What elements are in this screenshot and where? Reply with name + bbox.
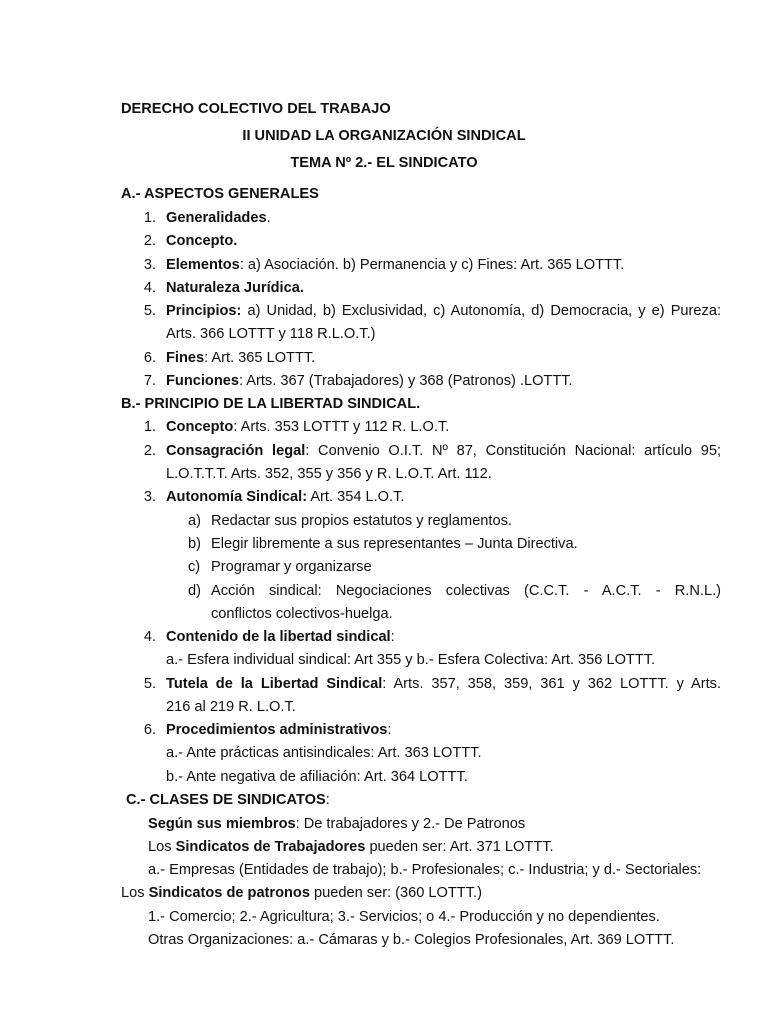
list-item-text: Principios: a) Unidad, b) Exclusividad, c) Autonomía, d) Democracia, y e) Pureza:	[166, 303, 721, 319]
classification-line: 1.- Comercio; 2.- Agricultura; 3.- Servicios; o 4.- Producción y no dependientes.	[148, 909, 660, 925]
sub-list-item-text: Acción sindical: Negociaciones colectivas (C.C.T. - A.C.T. - R.N.L.)	[211, 583, 721, 599]
list-item-continuation: L.O.T.T.T. Arts. 352, 355 y 356 y R. L.O.T. Art. 112.	[166, 466, 492, 482]
list-item-continuation: Arts. 366 LOTTT y 118 R.L.O.T.)	[166, 326, 376, 342]
document-page: DERECHO COLECTIVO DEL TRABAJO II UNIDAD LA ORGANIZACIÓN SINDICAL TEMA Nº 2.- EL SINDICATO A.- ASPECTOS GENERALES 1. Generalidades. 2. Concepto. 3. Elementos: a) Asociación. b) Permanencia y c) Fines: Art. 365 LOTTT. 4. Naturaleza Jurídica. 5. Principios: a) Unidad, b) Exclusividad, c) Autonomía, d) Democracia, y e) Pureza: Arts. 366 LOTTT y 118 R.L.O.T.) 6. Fines: Art. 365 LOTTT. 7. Funciones: Arts. 367 (Trabajadores) y 368 (Patronos) .LOTTT. B.- PRINCIPIO DE LA LIBERTAD SINDICAL. 1. Concepto: Arts. 353 LOTTT y 112 R. L.O.T. 2. Consagración legal: Convenio O.I.T. Nº 87, Constitución Nacional: artículo 95; L.O.T.T.T. Arts. 352, 355 y 356 y R. L.O.T. Art. 112. 3. Autonomía Sindical: Art. 354 L.O.T. a) Redactar sus propios estatutos y reglamentos. b) Elegir libremente a sus representantes – Junta Directiva. c) Programar y organizarse d) Acción sindical: Negociaciones colectivas (C.C.T. - A.C.T. - R.N.L.) conflictos colectivos-huelga. 4. Contenido de la libertad sindical: a.- Esfera individual sindical: Art 355 y b.- Esfera Colectiva: Art. 356 LOTTT. 5. Tutela de la Libertad Sindical: Arts. 357, 358, 359, 361 y 362 LOTTT. y Arts. 216 al 219 R. L.O.T. 6. Procedimientos administrativos: a.- Ante prácticas antisindicales: Art. 363 LOTTT. b.- Ante negativa de afiliación: Art. 364 LOTTT. C.- CLASES DE SINDICATOS: Según sus miembros: De trabajadores y 2.- De Patronos Los Sindicatos de Trabajadores pueden ser: Art. 371 LOTTT. a.- Empresas (Entidades de trabajo); b.- Profesionales; c.- Industria; y d.- Sectoriales: Los Sindicatos de patronos pueden ser: (360 LOTTT.) 1.- Comercio; 2.- Agricultura; 3.- Servicios; o 4.- Producción y no dependientes. Otras Organizaciones: a.- Cámaras y b.- Colegios Profesionales, Art. 369 LOTTT.	[0, 0, 768, 1024]
list-item-continuation: 216 al 219 R. L.O.T.	[166, 699, 296, 715]
sub-list-item-continuation: conflictos colectivos-huelga.	[211, 606, 393, 622]
list-item-text: Tutela de la Libertad Sindical: Arts. 357, 358, 359, 361 y 362 LOTTT. y Arts.	[166, 676, 722, 692]
list-item-text: Consagración legal: Convenio O.I.T. Nº 87, Constitución Nacional: artículo 95;	[166, 443, 721, 459]
classification-line: Los Sindicatos de patronos pueden ser: (360 LOTTT.)	[121, 885, 482, 901]
classification-line: a.- Empresas (Entidades de trabajo); b.- Profesionales; c.- Industria; y d.- Sectoriales:	[148, 862, 702, 878]
classification-line: Según sus miembros: De trabajadores y 2.- De Patronos	[148, 816, 526, 832]
list-item-continuation: a.- Esfera individual sindical: Art 355 y b.- Esfera Colectiva: Art. 356 LOTTT.	[166, 652, 656, 668]
classification-line: Otras Organizaciones: a.- Cámaras y b.- Colegios Profesionales, Art. 369 LOTTT.	[148, 932, 675, 948]
section-c-title: C.- CLASES DE SINDICATOS:	[126, 792, 330, 808]
section-b-title: B.- PRINCIPIO DE LA LIBERTAD SINDICAL.	[121, 396, 421, 412]
list-item-continuation: b.- Ante negativa de afiliación: Art. 364 LOTTT.	[166, 769, 468, 785]
list-item-continuation: a.- Ante prácticas antisindicales: Art. 363 LOTTT.	[166, 745, 482, 761]
unit-title: II UNIDAD LA ORGANIZACIÓN SINDICAL	[242, 128, 526, 144]
section-a-title: A.- ASPECTOS GENERALES	[121, 186, 319, 202]
classification-line: Los Sindicatos de Trabajadores pueden ser: Art. 371 LOTTT.	[148, 839, 554, 855]
topic-title: TEMA Nº 2.- EL SINDICATO	[290, 155, 478, 171]
course-title: DERECHO COLECTIVO DEL TRABAJO	[121, 101, 391, 117]
